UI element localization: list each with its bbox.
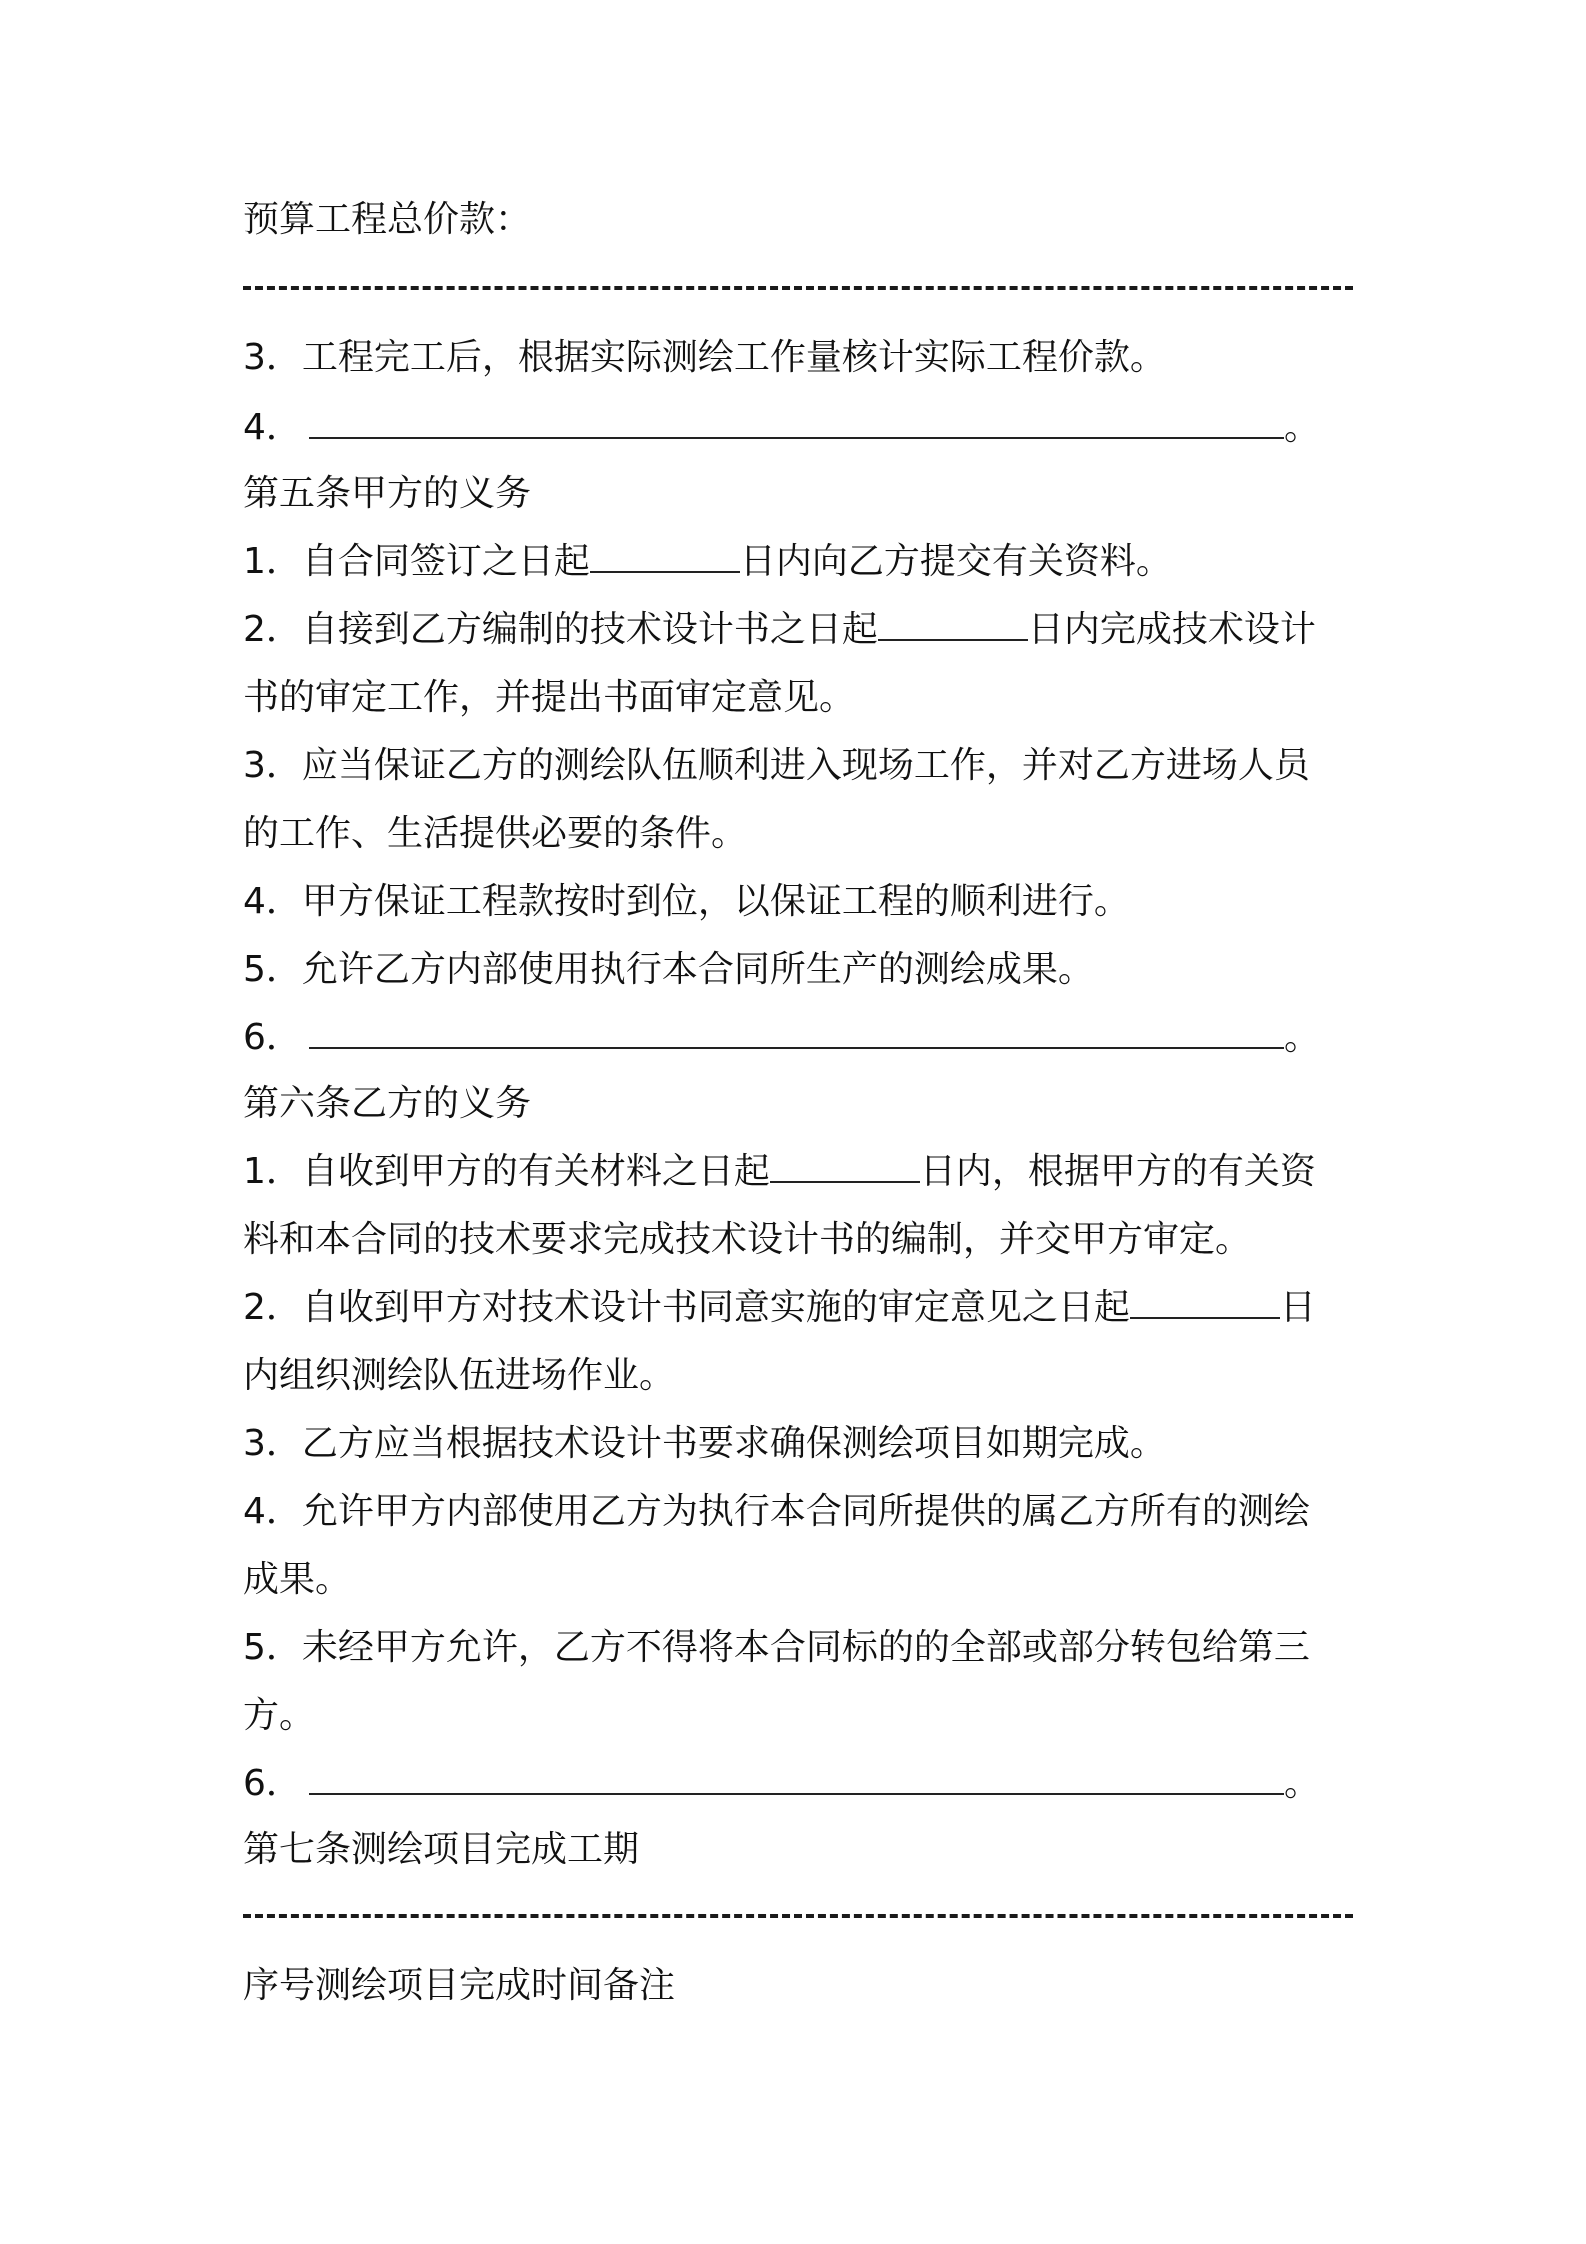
a5-item-2 xyxy=(243,606,1353,654)
article-6-title: 第六条乙方的义务 xyxy=(243,1083,532,1124)
fill-in-blank xyxy=(770,1151,920,1183)
fill-in-blank xyxy=(309,407,1284,439)
a5-item-5: 5．允许乙方内部使用执行本合同所生产的测绘成果。 xyxy=(243,949,1094,990)
dashed-separator xyxy=(243,1914,1353,1918)
dashed-separator xyxy=(243,286,1353,290)
a6-item-3: 3．乙方应当根据技术设计书要求确保测绘项目如期完成。 xyxy=(243,1423,1166,1464)
a6-item-2 xyxy=(243,1284,1353,1332)
a6-item-2-cont: 内组织测绘队伍进场作业。 xyxy=(243,1355,676,1396)
fill-in-blank xyxy=(309,1763,1284,1795)
a5-item-4: 4．甲方保证工程款按时到位，以保证工程的顺利进行。 xyxy=(243,881,1130,922)
a6-item-4: 4．允许甲方内部使用乙方为执行本合同所提供的属乙方所有的测绘 xyxy=(243,1491,1310,1532)
fill-in-blank xyxy=(878,609,1028,641)
table-header-row: 序号测绘项目完成时间备注 xyxy=(243,1965,676,2006)
a5-item-2-text: 2．自接到乙方编制的技术设计书之日起 xyxy=(243,609,878,650)
a5-item-1-text-end: 日内向乙方提交有关资料。 xyxy=(739,541,1172,582)
end-mark: 。 xyxy=(1284,407,1321,448)
a6-item-1-text: 1．自收到甲方的有关材料之日起 xyxy=(243,1151,770,1192)
a6-item-1-text-end: 日内，根据甲方的有关资 xyxy=(919,1151,1316,1192)
article-7-title: 第七条测绘项目完成工期 xyxy=(243,1829,640,1870)
fill-in-blank xyxy=(309,1017,1284,1049)
clause-item-4-blank xyxy=(243,404,1353,452)
item-number: 6． xyxy=(243,1763,302,1804)
a5-item-3-cont: 的工作、生活提供必要的条件。 xyxy=(243,813,748,854)
a6-item-1-cont: 料和本合同的技术要求完成技术设计书的编制，并交甲方审定。 xyxy=(243,1219,1252,1260)
a6-item-6-blank xyxy=(243,1760,1353,1808)
fill-in-blank xyxy=(1130,1287,1280,1319)
a5-item-1 xyxy=(243,538,1353,586)
a5-item-2-cont: 书的审定工作，并提出书面审定意见。 xyxy=(243,677,856,718)
a6-item-2-text: 2．自收到甲方对技术设计书同意实施的审定意见之日起 xyxy=(243,1287,1130,1328)
a5-item-1-text: 1．自合同签订之日起 xyxy=(243,541,590,582)
budget-total-label: 预算工程总价款： xyxy=(243,199,532,240)
fill-in-blank xyxy=(590,541,740,573)
clause-item-3: 3．工程完工后，根据实际测绘工作量核计实际工程价款。 xyxy=(243,337,1166,378)
article-5-title: 第五条甲方的义务 xyxy=(243,473,532,514)
a6-item-5: 5．未经甲方允许，乙方不得将本合同标的的全部或部分转包给第三 xyxy=(243,1627,1310,1668)
a6-item-2-text-end: 日 xyxy=(1279,1287,1316,1328)
a6-item-5-cont: 方。 xyxy=(243,1695,316,1736)
a6-item-1 xyxy=(243,1148,1353,1196)
item-number: 4． xyxy=(243,407,302,448)
a5-item-6-blank xyxy=(243,1014,1353,1062)
a6-item-4-cont: 成果。 xyxy=(243,1559,352,1600)
end-mark: 。 xyxy=(1284,1017,1321,1058)
a5-item-2-text-end: 日内完成技术设计 xyxy=(1027,609,1316,650)
end-mark: 。 xyxy=(1284,1763,1321,1804)
a5-item-3: 3．应当保证乙方的测绘队伍顺利进入现场工作，并对乙方进场人员 xyxy=(243,745,1310,786)
item-number: 6． xyxy=(243,1017,302,1058)
